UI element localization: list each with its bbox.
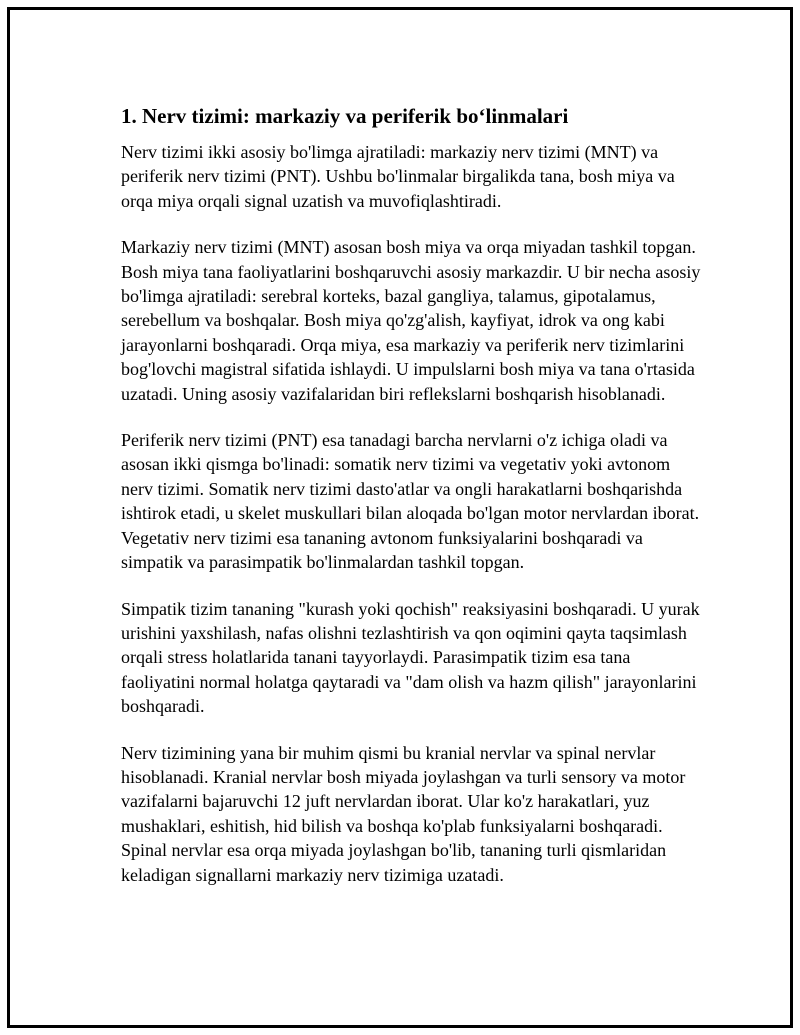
document-body — [121, 102, 701, 909]
paragraph-peripheral-nervous-system: Periferik nerv tizimi (PNT) esa tanadagi barcha nervlarni o'z ichiga oladi va asosan ikki qismga bo'linadi: somatik nerv tizimi va vegetativ yoki avtonom nerv tizimi. Somatik nerv tizimi dasto'atlar va ongli harakatlarni boshqarishda ishtirok etadi, u skelet muskullari bilan aloqada bo'lgan motor nervlardan iborat. Vegetativ nerv tizimi esa tananing avtonom funksiyalarini boshqaradi va simpatik va parasimpatik bo'linmalardan tashkil topgan. — [121, 430, 700, 573]
paragraph-sympathetic-parasympathetic: Simpatik tizim tananing "kurash yoki qochish" reaksiyasini boshqaradi. U yurak urishini yaxshilash, nafas olishni tezlashtirish va qon oqimini qayta taqsimlash orqali stress holatlarida tanani tayyorlaydi. Parasimpatik tizim esa tana faoliyatini normal holatga qaytaradi va "dam olish va hazm qilish" jarayonlarini boshqaradi. — [121, 598, 700, 717]
paragraph-cranial-spinal-nerves: Nerv tizimining yana bir muhim qismi bu kranial nervlar va spinal nervlar hisoblanadi. Kranial nervlar bosh miyada joylashgan va turli sensory va motor vazifalarni bajaruvchi 12 juft nervlardan iborat. Ular ko'z harakatlari, yuz mushaklari, eshitish, hid bilish va boshqa ko'plab funksiyalarni boshqaradi. Spinal nervlar esa orqa miyada joylashgan bo'lib, tananing turli qismlaridan keladigan signallarni markaziy nerv tizimiga uzatadi. — [121, 742, 686, 885]
paragraph-central-nervous-system: Markaziy nerv tizimi (MNT) asosan bosh miya va orqa miyadan tashkil topgan. Bosh miya tana faoliyatlarini boshqaruvchi asosiy markazdir. U bir necha asosiy bo'limga ajratiladi: serebral korteks, bazal gangliya, talamus, gipotalamus, serebellum va boshqalar. Bosh miya qo'zg'alish, kayfiyat, idrok va ong kabi jarayonlarni boshqaradi. Orqa miya, esa markaziy va periferik nerv tizimlarini bog'lovchi magistral sifatida ishlaydi. U impulslarni bosh miya va tana o'rtasida uzatadi. Uning asosiy vazifalaridan biri reflekslarni boshqarish hisoblanadi. — [121, 237, 701, 404]
section-heading: 1. Nerv tizimi: markaziy va periferik bo‘linmalari — [121, 104, 569, 128]
paragraph-intro: Nerv tizimi ikki asosiy bo'limga ajratiladi: markaziy nerv tizimi (MNT) va periferik nerv tizimi (PNT). Ushbu bo'linmalar birgalikda tana, bosh miya va orqa miya orqali signal uzatish va muvofiqlashtiradi. — [121, 142, 675, 211]
page-frame — [7, 7, 793, 1028]
